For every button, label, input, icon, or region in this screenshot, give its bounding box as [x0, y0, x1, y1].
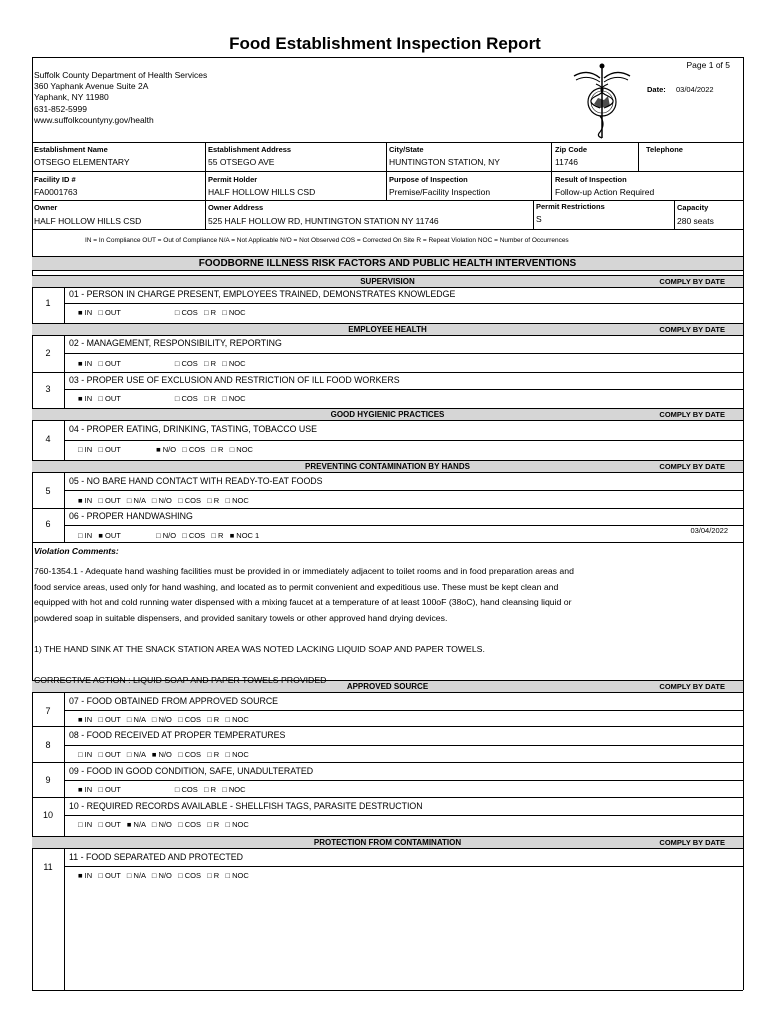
- agency-phone: 631-852-5999: [34, 103, 87, 114]
- section-title: PREVENTING CONTAMINATION BY HANDS: [305, 462, 470, 471]
- comply-by-header: COMPLY BY DATE: [659, 325, 725, 334]
- item-text: 10 - REQUIRED RECORDS AVAILABLE - SHELLFISH TAGS, PARASITE DESTRUCTION: [69, 801, 423, 811]
- section-supervision: [32, 275, 743, 288]
- establishment-address-label: Establishment Address: [208, 145, 292, 154]
- item-number: 3: [45, 384, 51, 394]
- item-checkboxes[interactable]: □ IN □ OUT ■ N/O □ COS □ R □ NOC: [78, 445, 253, 454]
- grid-col: [674, 200, 675, 229]
- section-title: GOOD HYGIENIC PRACTICES: [330, 410, 445, 419]
- item-separator: [32, 508, 743, 509]
- permit-restrictions-label: Permit Restrictions: [536, 202, 605, 211]
- permit-holder-label: Permit Holder: [208, 175, 258, 184]
- grid-rule: [32, 142, 743, 143]
- top-rule: [32, 57, 743, 58]
- comply-by-header: COMPLY BY DATE: [659, 277, 725, 286]
- item-separator: [32, 726, 743, 727]
- item-text: 01 - PERSON IN CHARGE PRESENT, EMPLOYEES TRAINED, DEMONSTRATES KNOWLEDGE: [69, 289, 456, 299]
- item-checkboxes[interactable]: ■ IN □ OUT □ N/A □ N/O □ COS □ R □ NOC: [78, 715, 249, 724]
- item-number: 9: [45, 775, 51, 785]
- purpose-label: Purpose of Inspection: [389, 175, 468, 184]
- caduceus-seal-icon: [570, 62, 634, 140]
- owner-label: Owner: [34, 203, 58, 212]
- item-separator: [32, 797, 743, 798]
- item-number: 2: [45, 348, 51, 358]
- grid-rule: [32, 171, 743, 172]
- grid-col: [638, 142, 639, 171]
- status-legend: IN = In Compliance OUT = Out of Compliance N/A = Not Applicable N/O = Not Observed COS = Corrected On Site R = Repeat Violation NOC = Number of Occurrences: [85, 237, 569, 244]
- comply-by-date: 03/04/2022: [690, 526, 728, 535]
- result-label: Result of Inspection: [555, 175, 627, 184]
- result: Follow-up Action Required: [555, 187, 655, 197]
- agency-name: Suffolk County Department of Health Services: [34, 70, 208, 80]
- zip-code-label: Zip Code: [555, 145, 588, 154]
- item-checkboxes[interactable]: □ IN ■ OUT □ N/O □ COS □ R ■ NOC 1: [78, 531, 260, 540]
- agency-block: [34, 70, 207, 126]
- section-protection: [32, 836, 743, 849]
- item-separator: [32, 762, 743, 763]
- permit-restrictions: S: [536, 214, 542, 224]
- grid-col: [533, 200, 534, 229]
- facility-id: FA0001763: [34, 187, 78, 197]
- item-subline: [64, 440, 743, 441]
- item-text: 07 - FOOD OBTAINED FROM APPROVED SOURCE: [69, 696, 279, 706]
- item-text: 11 - FOOD SEPARATED AND PROTECTED: [69, 852, 244, 862]
- item-checkboxes[interactable]: ■ IN □ OUT □ COS □ R □ NOC: [78, 785, 246, 794]
- main-section-header: FOODBORNE ILLNESS RISK FACTORS AND PUBLIC HEALTH INTERVENTIONS: [32, 256, 743, 271]
- section-title: SUPERVISION: [360, 277, 415, 286]
- item-subline: [64, 866, 743, 867]
- facility-id-label: Facility ID #: [34, 175, 76, 184]
- item-checkboxes[interactable]: ■ IN □ OUT □ N/A □ N/O □ COS □ R □ NOC: [78, 871, 249, 880]
- comply-by-header: COMPLY BY DATE: [659, 462, 725, 471]
- item-checkboxes[interactable]: □ IN □ OUT ■ N/A □ N/O □ COS □ R □ NOC: [78, 820, 249, 829]
- comply-by-header: COMPLY BY DATE: [659, 682, 725, 691]
- item-subline: [64, 710, 743, 711]
- section-title: APPROVED SOURCE: [346, 682, 429, 691]
- establishment-address: 55 OTSEGO AVE: [208, 157, 275, 167]
- telephone-label: Telephone: [646, 145, 683, 154]
- right-border: [743, 57, 744, 990]
- item-text: 06 - PROPER HANDWASHING: [69, 511, 193, 521]
- item-number: 4: [45, 434, 51, 444]
- city-state: HUNTINGTON STATION, NY: [389, 157, 500, 167]
- grid-col: [205, 142, 206, 229]
- item-number: 10: [42, 810, 53, 820]
- violation-comments-title: Violation Comments:: [34, 546, 119, 556]
- section-title: EMPLOYEE HEALTH: [348, 325, 427, 334]
- item-subline: [64, 815, 743, 816]
- capacity-label: Capacity: [677, 203, 709, 212]
- item-subline: [64, 389, 743, 390]
- section-employee-health: [32, 323, 743, 336]
- purpose: Premise/Facility Inspection: [389, 187, 491, 197]
- item-subline: [64, 525, 743, 526]
- item-checkboxes[interactable]: ■ IN □ OUT □ COS □ R □ NOC: [78, 394, 246, 403]
- item-subline: [64, 745, 743, 746]
- item-subline: [64, 490, 743, 491]
- grid-col: [386, 142, 387, 200]
- item-number: 7: [45, 706, 51, 716]
- bottom-rule: [32, 990, 743, 991]
- grid-col: [551, 142, 552, 200]
- item-text: 03 - PROPER USE OF EXCLUSION AND RESTRICTION OF ILL FOOD WORKERS: [69, 375, 400, 385]
- city-state-label: City/State: [389, 145, 424, 154]
- item-text: 02 - MANAGEMENT, RESPONSIBILITY, REPORTING: [69, 338, 282, 348]
- agency-address-1: 360 Yaphank Avenue Suite 2A: [34, 81, 149, 92]
- item-subline: [64, 303, 743, 304]
- item-text: 05 - NO BARE HAND CONTACT WITH READY-TO-EAT FOODS: [69, 476, 323, 486]
- report-title: Food Establishment Inspection Report: [229, 34, 541, 53]
- item-subline: [64, 780, 743, 781]
- violation-comments-body: 760-1354.1 - Adequate hand washing facilities must be provided in or immediately adjacent to toilet rooms and in food preparation areas and food service areas, used only for hand washing, and located as to permit convenient and expeditious use. These must be kept clean and equipped with hot and cold running water dispensed with a mixing faucet at a temperature of at least 100oF (38oC), hand cleansing liquid or powdered soap in suitable dispensers, and provided sanitary towels or other approved hand drying devices. 1) THE HAND SINK AT THE SNACK STATION AREA WAS NOTED LACKING LIQUID SOAP AND PAPER TOWELS. CORRECTIVE ACTION : LIQUID SOAP AND PAPER TOWELS PROVIDED: [34, 566, 574, 685]
- page-number: Page 1 of 5: [686, 60, 730, 70]
- num-col-divider: [64, 287, 65, 323]
- item-text: 04 - PROPER EATING, DRINKING, TASTING, TOBACCO USE: [69, 424, 317, 434]
- agency-website: www.suffolkcountyny.gov/health: [34, 114, 154, 125]
- comply-by-header: COMPLY BY DATE: [659, 838, 725, 847]
- grid-rule: [32, 229, 743, 230]
- item-number: 6: [45, 519, 51, 529]
- agency-address-2: Yaphank, NY 11980: [34, 92, 109, 103]
- item-number: 5: [45, 486, 51, 496]
- establishment-name: OTSEGO ELEMENTARY: [34, 157, 130, 167]
- owner-address-label: Owner Address: [208, 203, 264, 212]
- item-checkboxes[interactable]: ■ IN □ OUT □ N/A □ N/O □ COS □ R □ NOC: [78, 496, 249, 505]
- section-title: PROTECTION FROM CONTAMINATION: [313, 838, 462, 847]
- num-col-divider: [64, 472, 65, 542]
- establishment-name-label: Establishment Name: [34, 145, 108, 154]
- item-separator: [32, 372, 743, 373]
- item-text: 09 - FOOD IN GOOD CONDITION, SAFE, UNADULTERATED: [69, 766, 314, 776]
- item-separator: [32, 542, 743, 543]
- item-number: 1: [45, 298, 51, 308]
- grid-rule: [32, 200, 743, 201]
- section-contamination-hands: [32, 460, 743, 473]
- item-checkboxes[interactable]: □ IN □ OUT □ N/A ■ N/O □ COS □ R □ NOC: [78, 750, 249, 759]
- zip-code: 11746: [555, 157, 579, 167]
- date-value: 03/04/2022: [676, 85, 714, 94]
- permit-holder: HALF HOLLOW HILLS CSD: [208, 187, 316, 197]
- item-number: 11: [43, 862, 53, 872]
- owner-address: 525 HALF HOLLOW RD, HUNTINGTON STATION NY 11746: [208, 216, 439, 226]
- item-checkboxes[interactable]: ■ IN □ OUT □ COS □ R □ NOC: [78, 308, 246, 317]
- item-checkboxes[interactable]: ■ IN □ OUT □ COS □ R □ NOC: [78, 359, 246, 368]
- item-subline: [64, 353, 743, 354]
- item-text: 08 - FOOD RECEIVED AT PROPER TEMPERATURES: [69, 730, 286, 740]
- owner: HALF HOLLOW HILLS CSD: [34, 216, 142, 226]
- num-col-divider: [64, 848, 65, 990]
- item-number: 8: [45, 740, 51, 750]
- section-good-hygienic: [32, 408, 743, 421]
- date-label: Date:: [647, 85, 666, 94]
- comply-by-header: COMPLY BY DATE: [659, 410, 725, 419]
- capacity: 280 seats: [677, 216, 714, 226]
